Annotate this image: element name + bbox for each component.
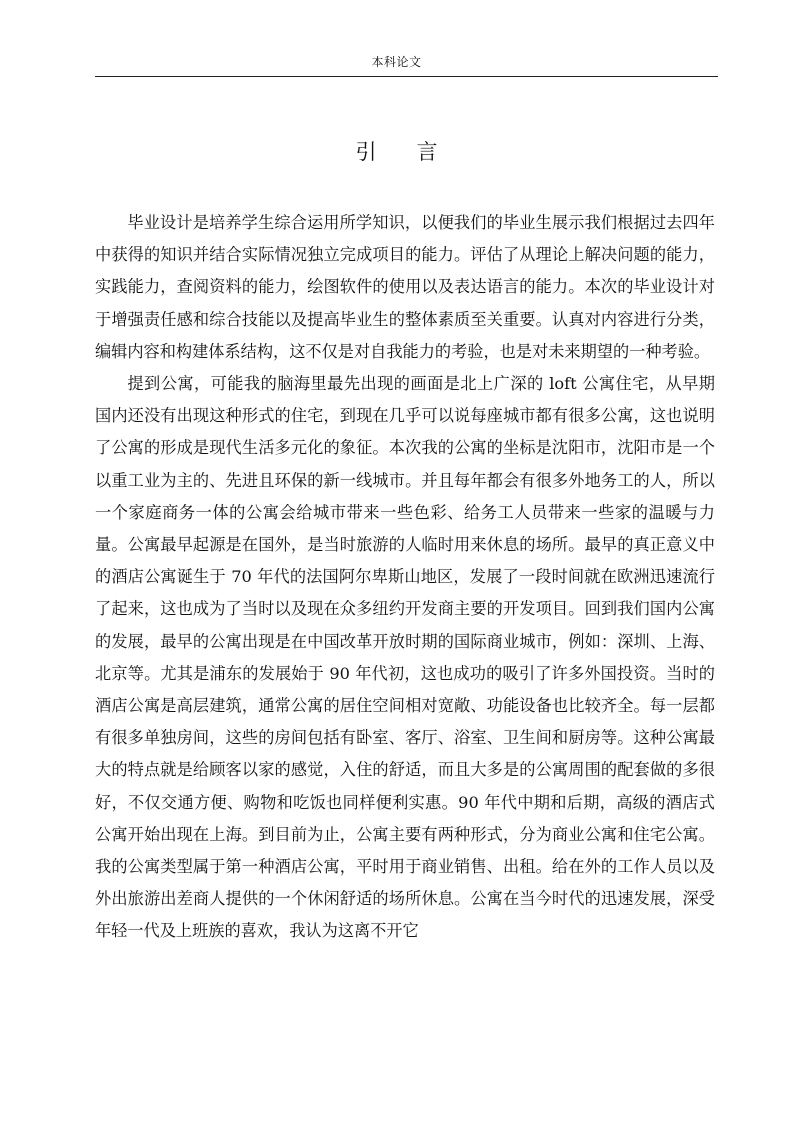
running-header: 本科论文 bbox=[371, 55, 422, 69]
body-text bbox=[95, 207, 715, 948]
header-divider bbox=[95, 76, 718, 77]
paragraph-1: 毕业设计是培养学生综合运用所学知识，以便我们的毕业生展示我们根据过去四年中获得的知识并结合实际情况独立完成项目的能力。评估了从理论上解决问题的能力，实践能力，查阅资料的能力，绘图软件的使用以及表达语言的能力。本次的毕业设计对于增强责任感和综合技能以及提高毕业生的整体素质至关重要。认真对内容进行分类，编辑内容和构建体系结构，这不仅是对自我能力的考验，也是对未来期望的一种考验。 bbox=[95, 213, 715, 361]
section-title: 引言 bbox=[355, 140, 478, 164]
paragraph-2: 提到公寓，可能我的脑海里最先出现的画面是北上广深的 loft 公寓住宅，从早期国内还没有出现这种形式的住宅，到现在几乎可以说每座城市都有很多公寓，这也说明了公寓的形成是现代生活多元化的象征。本次我的公寓的坐标是沈阳市，沈阳市是一个以重工业为主的、先进且环保的新一线城市。并且每年都会有很多外地务工的人，所以一个家庭商务一体的公寓会给城市带来一些色彩、给务工人员带来一些家的温暖与力量。公寓最早起源是在国外，是当时旅游的人临时用来休息的场所。最早的真正意义中的酒店公寓诞生于 70 年代的法国阿尔卑斯山地区，发展了一段时间就在欧洲迅速流行了起来，这也成为了当时以及现在众多纽约开发商主要的开发项目。回到我们国内公寓的发展，最早的公寓出现是在中国改革开放时期的国际商业城市，例如：深圳、上海、北京等。尤其是浦东的发展始于 90 年代初，这也成功的吸引了许多外国投资。当时的酒店公寓是高层建筑，通常公寓的居住空间相对宽敞、功能设备也比较齐全。每一层都有很多单独房间，这些的房间包括有卧室、客厅、浴室、卫生间和厨房等。这种公寓最大的特点就是给顾客以家的感觉，入住的舒适，而且大多是的公寓周围的配套做的多很好，不仅交通方便、购物和吃饭也同样便利实惠。90 年代中期和后期，高级的酒店式公寓开始出现在上海。到目前为止，公寓主要有两种形式，分为商业公寓和住宅公寓。我的公寓类型属于第一种酒店公寓，平时用于商业销售、出租。给在外的工作人员以及外出旅游出差商人提供的一个休闲舒适的场所休息。公寓在当今时代的迅速发展，深受年轻一代及上班族的喜欢，我认为这离不开它 bbox=[95, 374, 715, 941]
